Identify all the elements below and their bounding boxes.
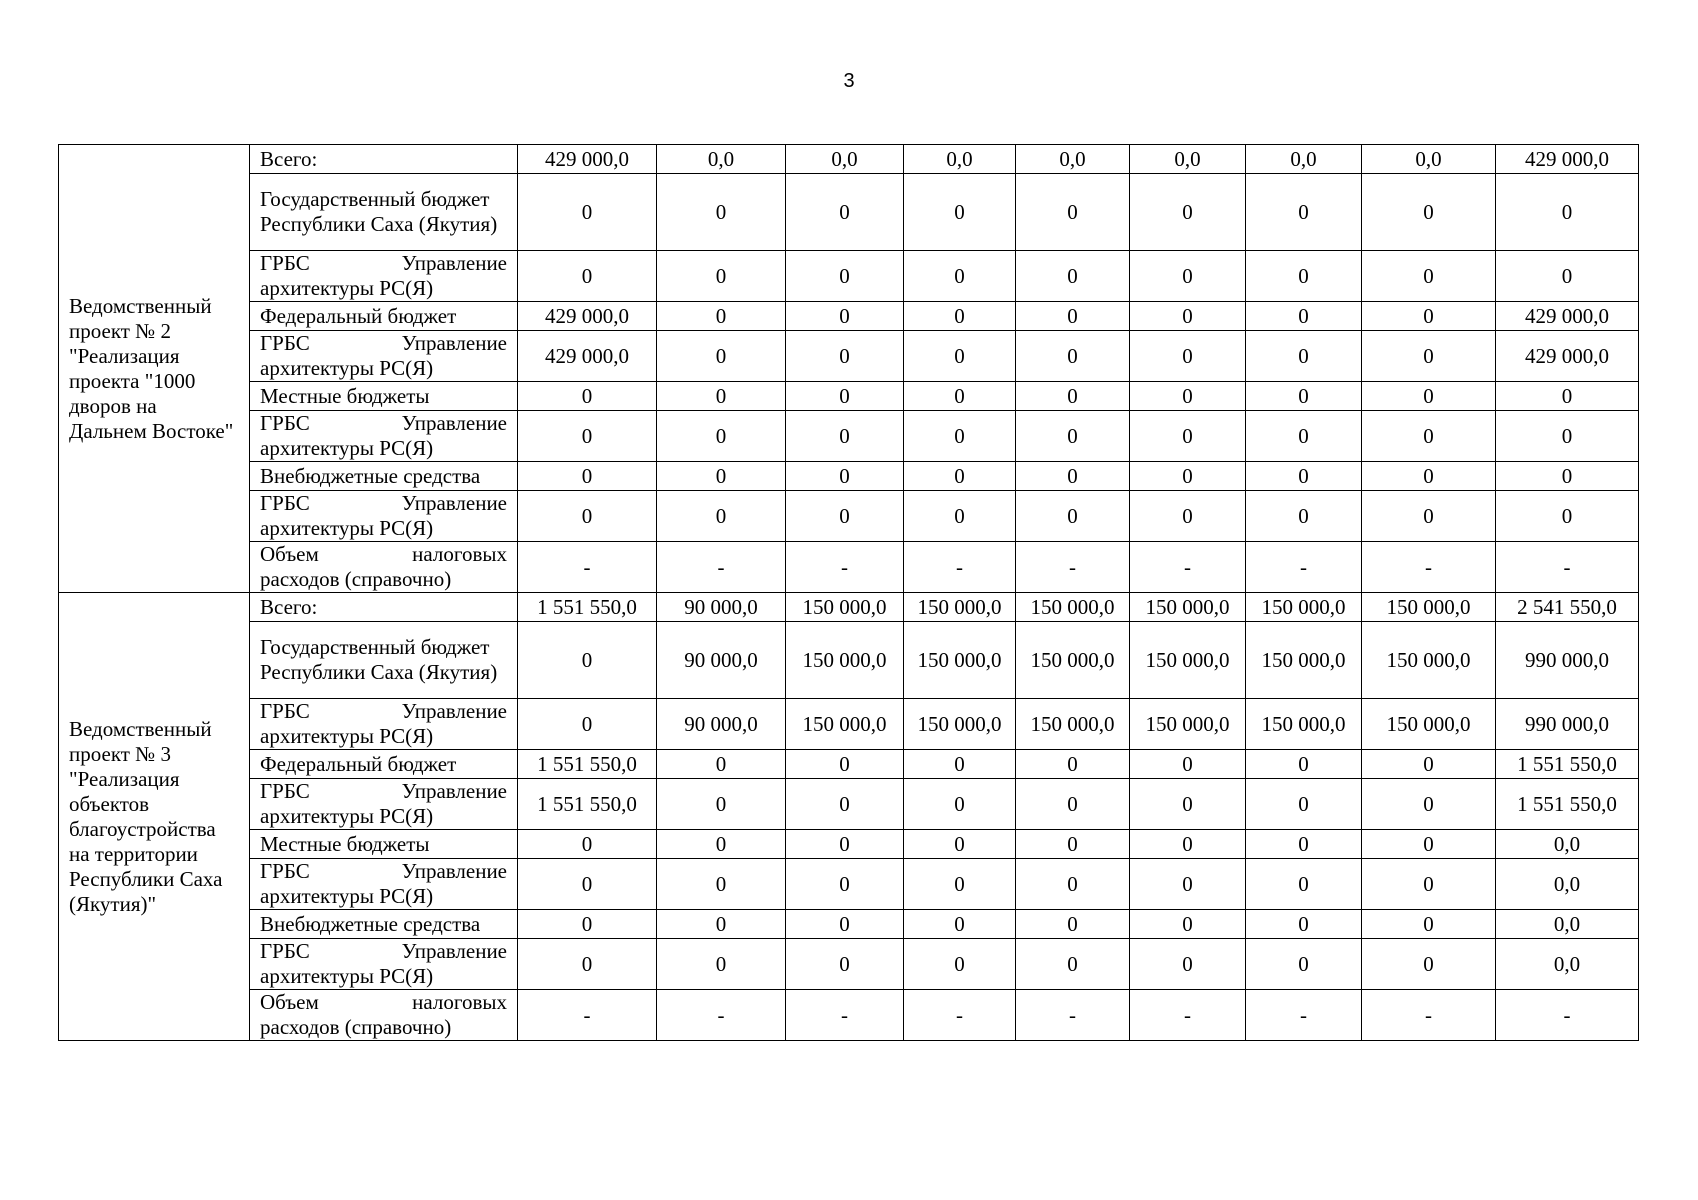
- table-row: [59, 411, 1639, 462]
- table-row: [59, 593, 1639, 622]
- table-row: [59, 910, 1639, 939]
- value-cell: 0: [786, 382, 904, 411]
- value-cell: 150 000,0: [1016, 593, 1130, 622]
- value-cell: 0: [1130, 331, 1246, 382]
- value-cell: 0: [1130, 779, 1246, 830]
- value-cell: 0: [1016, 939, 1130, 990]
- row-label-line: расходов (справочно): [260, 567, 452, 591]
- value-cell: 1 551 550,0: [1496, 750, 1639, 779]
- value-cell: 0: [1496, 382, 1639, 411]
- value-cell: 0,0: [1496, 939, 1639, 990]
- value-cell: 0: [1496, 174, 1639, 251]
- value-cell: 0: [1362, 910, 1496, 939]
- value-cell: 0: [657, 251, 786, 302]
- value-cell: 0: [1246, 779, 1362, 830]
- value-cell: 0: [1130, 939, 1246, 990]
- value-cell: 0: [518, 910, 657, 939]
- value-cell: 0: [786, 331, 904, 382]
- value-cell: 0: [1130, 382, 1246, 411]
- value-cell: 0: [904, 302, 1016, 331]
- value-cell: 0: [1130, 302, 1246, 331]
- value-cell: 0: [1246, 174, 1362, 251]
- row-label-line: архитектуры РС(Я): [260, 884, 434, 908]
- value-cell: 0: [1246, 382, 1362, 411]
- value-cell: -: [1130, 542, 1246, 593]
- value-cell: 2 541 550,0: [1496, 593, 1639, 622]
- row-label-line: архитектуры РС(Я): [260, 964, 434, 988]
- value-cell: 0: [1130, 411, 1246, 462]
- value-cell: 429 000,0: [1496, 302, 1639, 331]
- value-cell: 0: [1246, 939, 1362, 990]
- row-label-cell: Федеральный бюджет: [250, 750, 518, 779]
- value-cell: 0: [786, 779, 904, 830]
- row-label-line: ГРБС Управление: [260, 411, 507, 435]
- value-cell: 150 000,0: [1016, 699, 1130, 750]
- value-cell: -: [1362, 542, 1496, 593]
- table-row: [59, 830, 1639, 859]
- value-cell: 0: [518, 699, 657, 750]
- value-cell: 990 000,0: [1496, 622, 1639, 699]
- value-cell: 0: [1130, 251, 1246, 302]
- value-cell: 0,0: [1246, 145, 1362, 174]
- value-cell: -: [1016, 990, 1130, 1041]
- value-cell: 0: [1130, 174, 1246, 251]
- row-label-cell: Местные бюджеты: [250, 382, 518, 411]
- value-cell: 0: [1016, 462, 1130, 491]
- value-cell: -: [1016, 542, 1130, 593]
- row-label-line: расходов (справочно): [260, 1015, 452, 1039]
- table-row: [59, 859, 1639, 910]
- table-row: [59, 145, 1639, 174]
- value-cell: 0: [1016, 830, 1130, 859]
- value-cell: -: [1496, 990, 1639, 1041]
- value-cell: 0: [1246, 251, 1362, 302]
- value-cell: 0: [786, 411, 904, 462]
- value-cell: 0: [1016, 302, 1130, 331]
- value-cell: 0: [1362, 750, 1496, 779]
- value-cell: 0: [1130, 910, 1246, 939]
- value-cell: 429 000,0: [1496, 145, 1639, 174]
- value-cell: 0: [904, 750, 1016, 779]
- row-label-cell: [250, 779, 518, 830]
- value-cell: 150 000,0: [1246, 699, 1362, 750]
- value-cell: 0: [786, 859, 904, 910]
- value-cell: -: [904, 542, 1016, 593]
- value-cell: 0: [786, 491, 904, 542]
- value-cell: 0: [904, 331, 1016, 382]
- value-cell: 0: [786, 174, 904, 251]
- value-cell: -: [518, 542, 657, 593]
- value-cell: 0: [1496, 491, 1639, 542]
- value-cell: 150 000,0: [1362, 593, 1496, 622]
- table-body: [59, 145, 1639, 1041]
- value-cell: 0: [786, 830, 904, 859]
- value-cell: 1 551 550,0: [518, 593, 657, 622]
- page-number: 3: [843, 70, 855, 92]
- budget-table: [58, 144, 1639, 1041]
- value-cell: 0: [1130, 750, 1246, 779]
- value-cell: 0: [904, 779, 1016, 830]
- row-label-line: архитектуры РС(Я): [260, 436, 434, 460]
- value-cell: 0: [657, 174, 786, 251]
- value-cell: 0: [1246, 910, 1362, 939]
- table-row: [59, 699, 1639, 750]
- value-cell: 0: [1016, 382, 1130, 411]
- value-cell: 0: [657, 779, 786, 830]
- value-cell: 0: [1130, 462, 1246, 491]
- value-cell: 0: [904, 859, 1016, 910]
- value-cell: 0: [1362, 939, 1496, 990]
- value-cell: 0: [786, 910, 904, 939]
- value-cell: 0,0: [1362, 145, 1496, 174]
- value-cell: 150 000,0: [904, 593, 1016, 622]
- row-label-cell: Всего:: [250, 145, 518, 174]
- value-cell: 1 551 550,0: [1496, 779, 1639, 830]
- row-label-line: архитектуры РС(Я): [260, 724, 434, 748]
- value-cell: 1 551 550,0: [518, 779, 657, 830]
- value-cell: 0: [657, 939, 786, 990]
- value-cell: 0: [1016, 779, 1130, 830]
- value-cell: 990 000,0: [1496, 699, 1639, 750]
- value-cell: 0: [518, 859, 657, 910]
- value-cell: -: [1246, 542, 1362, 593]
- row-label-cell: [250, 331, 518, 382]
- value-cell: 150 000,0: [1130, 622, 1246, 699]
- project-title-cell: Ведомственный проект № 3 "Реализация объектов благоустройства на территории Республики Саха (Якутия)": [59, 593, 250, 1041]
- value-cell: 0,0: [904, 145, 1016, 174]
- value-cell: 90 000,0: [657, 699, 786, 750]
- value-cell: 0: [518, 830, 657, 859]
- value-cell: 0: [657, 331, 786, 382]
- value-cell: 0: [904, 411, 1016, 462]
- value-cell: 0: [786, 251, 904, 302]
- value-cell: 0: [1246, 462, 1362, 491]
- value-cell: -: [786, 542, 904, 593]
- value-cell: 0: [657, 750, 786, 779]
- row-label-cell: Федеральный бюджет: [250, 302, 518, 331]
- value-cell: 0,0: [657, 145, 786, 174]
- value-cell: 150 000,0: [1130, 593, 1246, 622]
- row-label-line: ГРБС Управление: [260, 491, 507, 515]
- value-cell: 0: [518, 251, 657, 302]
- value-cell: 0: [1246, 302, 1362, 331]
- row-label-cell: [250, 699, 518, 750]
- value-cell: 0: [518, 939, 657, 990]
- value-cell: -: [786, 990, 904, 1041]
- row-label-cell: Внебюджетные средства: [250, 462, 518, 491]
- table-row: [59, 990, 1639, 1041]
- row-label-line: архитектуры РС(Я): [260, 276, 434, 300]
- value-cell: 0: [1246, 859, 1362, 910]
- value-cell: 0: [1362, 251, 1496, 302]
- value-cell: 150 000,0: [786, 593, 904, 622]
- row-label-cell: [250, 411, 518, 462]
- row-label-cell: [250, 251, 518, 302]
- table-row: [59, 302, 1639, 331]
- value-cell: 1 551 550,0: [518, 750, 657, 779]
- value-cell: 429 000,0: [518, 302, 657, 331]
- row-label-cell: Местные бюджеты: [250, 830, 518, 859]
- value-cell: -: [1130, 990, 1246, 1041]
- value-cell: 0: [657, 859, 786, 910]
- value-cell: 0: [786, 750, 904, 779]
- value-cell: 0: [1016, 331, 1130, 382]
- row-label-line: Объем налоговых: [260, 542, 507, 566]
- value-cell: 0: [1016, 859, 1130, 910]
- value-cell: 0: [518, 462, 657, 491]
- value-cell: 0: [1016, 251, 1130, 302]
- value-cell: 0: [1130, 491, 1246, 542]
- value-cell: 0: [1016, 750, 1130, 779]
- value-cell: 0: [786, 302, 904, 331]
- value-cell: 0: [1496, 251, 1639, 302]
- value-cell: 0: [518, 411, 657, 462]
- value-cell: 0: [657, 491, 786, 542]
- value-cell: 150 000,0: [786, 699, 904, 750]
- value-cell: 0: [904, 174, 1016, 251]
- value-cell: 429 000,0: [1496, 331, 1639, 382]
- row-label-line: ГРБС Управление: [260, 939, 507, 963]
- value-cell: 0: [518, 174, 657, 251]
- table-row: [59, 331, 1639, 382]
- value-cell: 0: [1016, 491, 1130, 542]
- table-row: [59, 462, 1639, 491]
- value-cell: -: [904, 990, 1016, 1041]
- value-cell: 0,0: [1496, 830, 1639, 859]
- value-cell: 150 000,0: [1246, 593, 1362, 622]
- value-cell: 0: [657, 382, 786, 411]
- value-cell: -: [518, 990, 657, 1041]
- row-label-line: Объем налоговых: [260, 990, 507, 1014]
- table-row: [59, 174, 1639, 251]
- value-cell: 150 000,0: [904, 622, 1016, 699]
- value-cell: 0: [1130, 830, 1246, 859]
- value-cell: 0: [786, 939, 904, 990]
- value-cell: 0,0: [1496, 910, 1639, 939]
- value-cell: 0: [518, 382, 657, 411]
- value-cell: 0: [1362, 491, 1496, 542]
- row-label-cell: [250, 939, 518, 990]
- row-label-line: ГРБС Управление: [260, 251, 507, 275]
- project-title-cell: Ведомственный проект № 2 "Реализация проекта "1000 дворов на Дальнем Востоке": [59, 145, 250, 593]
- value-cell: 0: [1496, 411, 1639, 462]
- value-cell: 0: [1130, 859, 1246, 910]
- value-cell: -: [1496, 542, 1639, 593]
- value-cell: 0,0: [1130, 145, 1246, 174]
- value-cell: 0: [1246, 331, 1362, 382]
- value-cell: 429 000,0: [518, 331, 657, 382]
- value-cell: -: [1246, 990, 1362, 1041]
- table-row: [59, 382, 1639, 411]
- row-label-line: ГРБС Управление: [260, 699, 507, 723]
- value-cell: 0: [1016, 174, 1130, 251]
- value-cell: 150 000,0: [1362, 699, 1496, 750]
- row-label-line: архитектуры РС(Я): [260, 356, 434, 380]
- row-label-line: ГРБС Управление: [260, 331, 507, 355]
- row-label-cell: Всего:: [250, 593, 518, 622]
- row-label-cell: Внебюджетные средства: [250, 910, 518, 939]
- value-cell: 150 000,0: [1130, 699, 1246, 750]
- row-label-cell: [250, 990, 518, 1041]
- value-cell: 0: [1362, 302, 1496, 331]
- value-cell: 0: [1246, 411, 1362, 462]
- row-label-cell: [250, 859, 518, 910]
- value-cell: 0: [1496, 462, 1639, 491]
- value-cell: 0: [1246, 830, 1362, 859]
- value-cell: 150 000,0: [1362, 622, 1496, 699]
- value-cell: 150 000,0: [786, 622, 904, 699]
- value-cell: 0,0: [786, 145, 904, 174]
- value-cell: 0: [1246, 491, 1362, 542]
- value-cell: 0: [657, 462, 786, 491]
- value-cell: 0: [657, 411, 786, 462]
- row-label-cell: [250, 491, 518, 542]
- value-cell: 0: [1362, 462, 1496, 491]
- table-row: [59, 750, 1639, 779]
- row-label-line: архитектуры РС(Я): [260, 516, 434, 540]
- row-label-cell: Государственный бюджет Республики Саха (Якутия): [250, 622, 518, 699]
- value-cell: 0: [1246, 750, 1362, 779]
- value-cell: 0: [657, 910, 786, 939]
- value-cell: 0: [1016, 411, 1130, 462]
- value-cell: 0: [786, 462, 904, 491]
- row-label-line: ГРБС Управление: [260, 859, 507, 883]
- value-cell: 0: [1362, 411, 1496, 462]
- value-cell: -: [657, 542, 786, 593]
- value-cell: -: [1362, 990, 1496, 1041]
- value-cell: 0: [518, 622, 657, 699]
- table-row: [59, 622, 1639, 699]
- value-cell: 0: [1362, 830, 1496, 859]
- value-cell: 0: [657, 830, 786, 859]
- table-row: [59, 491, 1639, 542]
- value-cell: 0: [1016, 910, 1130, 939]
- value-cell: 0: [904, 910, 1016, 939]
- value-cell: 150 000,0: [904, 699, 1016, 750]
- value-cell: 0,0: [1016, 145, 1130, 174]
- value-cell: 0: [904, 830, 1016, 859]
- value-cell: 0: [1362, 174, 1496, 251]
- value-cell: 0: [904, 462, 1016, 491]
- value-cell: 0: [657, 302, 786, 331]
- value-cell: 90 000,0: [657, 622, 786, 699]
- value-cell: 429 000,0: [518, 145, 657, 174]
- row-label-cell: Государственный бюджет Республики Саха (Якутия): [250, 174, 518, 251]
- value-cell: 0,0: [1496, 859, 1639, 910]
- value-cell: 90 000,0: [657, 593, 786, 622]
- table-row: [59, 251, 1639, 302]
- value-cell: 0: [1362, 331, 1496, 382]
- value-cell: -: [657, 990, 786, 1041]
- value-cell: 0: [904, 939, 1016, 990]
- row-label-cell: [250, 542, 518, 593]
- value-cell: 0: [1362, 382, 1496, 411]
- value-cell: 0: [1362, 779, 1496, 830]
- value-cell: 0: [904, 491, 1016, 542]
- value-cell: 150 000,0: [1016, 622, 1130, 699]
- value-cell: 0: [1362, 859, 1496, 910]
- table-row: [59, 779, 1639, 830]
- value-cell: 0: [518, 491, 657, 542]
- row-label-line: архитектуры РС(Я): [260, 804, 434, 828]
- value-cell: 0: [904, 382, 1016, 411]
- table-row: [59, 939, 1639, 990]
- value-cell: 150 000,0: [1246, 622, 1362, 699]
- value-cell: 0: [904, 251, 1016, 302]
- table-row: [59, 542, 1639, 593]
- row-label-line: ГРБС Управление: [260, 779, 507, 803]
